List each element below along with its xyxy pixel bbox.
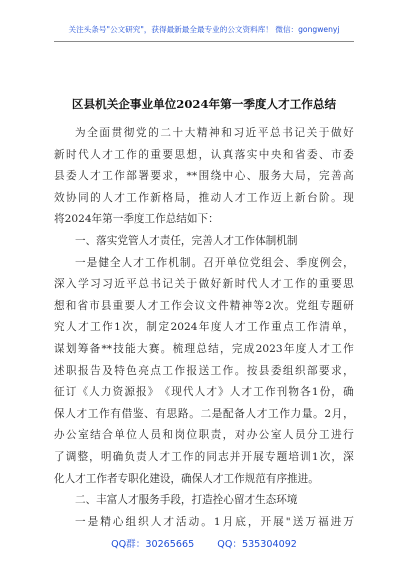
paragraph-line: 究 人 才 工 作 1 次 ， 制 定 2024 年 度 人 才 工 作 重 点 工 作 清 单 ， [54,321,354,334]
paragraph-line: 效 协 同 的 人 才 工 作 新 格 局 ， 推 动 人 才 工 作 迈 上 新 台 阶 。 现 [54,191,354,204]
paragraph-line: 谋 划 筹 备 ** 技 能 大 赛 。 梳 理 总 结 ， 完 成 2023 年 度 人 才 工 作 [54,342,354,355]
paragraph-line: 一 是 精 心 组 织 人 才 活 动 。 1 月 底 ， 开 展 " 送 万 福 进 万 [75,515,354,528]
paragraph-line: 述 职 报 告 及 特 色 亮 点 工 作 报 送 工 作 。 按 县 委 组 织 部 要 求 ， [54,364,354,377]
paragraph-line: 保 人 才 工 作 有 借 鉴 、 有 思 路 。 二 是 配 备 人 才 工 作 力 量 。 2 月 ， [54,407,354,420]
paragraph-line: 县 委 人 才 工 作 部 署 要 求 ， ** 围 绕 中 心 、 服 务 大 局 ， 完 善 高 [54,170,354,183]
paragraph-line: 办 公 室 结 合 单 位 人 员 和 岗 位 职 责 ， 对 办 公 室 人 员 分 工 进 行 [54,429,354,442]
paragraph-line: 将2024年第一季度工作总结如下： [54,213,219,226]
paragraph-line: 二、丰富人才服务手段，打造拴心留才生态环境 [75,494,298,507]
paragraph-line: 化人才工作者专职化建设，确保人才工作规范有序推进。 [54,472,319,485]
paragraph-line: 为 全 面 贯 彻 党 的 二 十 大 精 神 和 习 近 平 总 书 记 关 于 做 好 [75,127,354,139]
footer-qq: QQ：535304092 [217,539,297,550]
document-title: 区县机关企事业单位2024年第一季度人才工作总结 [71,97,337,111]
footer-qq-group: QQ群：30265665 [111,539,195,550]
paragraph-line: 想 和 省 市 县 重 要 人 才 工 作 会 议 文 件 精 神 等 2 次 。 党 组 专 题 研 [54,299,354,312]
header-divider [54,41,354,42]
paragraph-line: 深 入 学 习 习 近 平 总 书 记 关 于 做 好 新 时 代 人 才 工 作 的 重 要 思 [54,278,354,291]
paragraph-line: 一 是 健 全 人 才 工 作 机 制 。 召 开 单 位 党 组 会 、 季 度 例 会 ， [75,256,354,269]
header-note: 关注头条号"公文研究"，获得最新最全最专业的公文资料库！ 微信：gongwenyj [68,25,340,34]
document-body [54,123,354,533]
footer-contacts [0,536,408,550]
paragraph-line: 了 调 整 ， 明 确 负 责 人 才 工 作 的 同 志 并 开 展 专 题 培 训 1 次 ， 深 [54,450,354,463]
paragraph-line: 一、落实党管人才责任，完善人才工作体制机制 [75,234,298,247]
paragraph-line: 新 时 代 人 才 工 作 的 重 要 思 想 ， 认 真 落 实 中 央 和 省 委 、 市 委 [54,148,354,161]
paragraph-line: 征 订 《 人 力 资 源 报 》 《 现 代 人 才 》 人 才 工 作 刊 物 各 1 份 ， 确 [54,386,354,399]
